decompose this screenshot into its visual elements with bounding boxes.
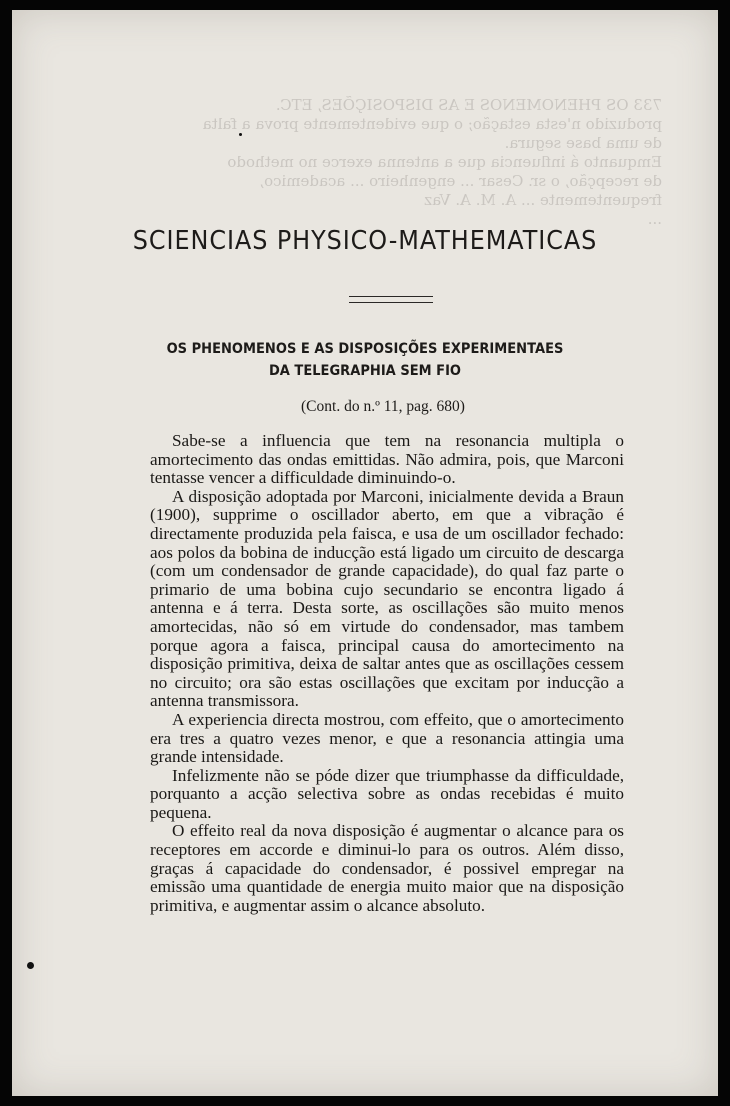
bleed-through-text: 733 OS PHENOMENOS E AS DISPOSIÇÕES, ETC. produzido n'esta estação; o que evidentemente prova a falta de uma base segura. Emquanto á influencia que a antenna exerce no methodo de recepção, o sr. Cesar ... engenheiro ... academico, frequentemente ... A. M. A. Vaz ... bbox=[202, 96, 662, 228]
article-body bbox=[150, 432, 624, 915]
paragraph: Sabe-se a influencia que tem na resonancia multipla o amortecimento das ondas emittidas. Não admira, pois, que Marconi tentasse vencer a difficuldade diminuindo-o. bbox=[150, 431, 624, 488]
paragraph: A experiencia directa mostrou, com effeito, que o amortecimento era tres a quatro vezes menor, e que a resonancia attingia uma grande intensidade. bbox=[150, 709, 624, 767]
paragraph: Infelizmente não se póde dizer que triumphasse da difficuldade, porquanto a acção selectiva sobre as ondas recebidas é muito pequena. bbox=[150, 765, 624, 822]
article-title-line-1: OS PHENOMENOS E AS DISPOSIÇÕES EXPERIMENTAES bbox=[166, 341, 564, 357]
continuation-note: (Cont. do n.º 11, pag. 680) bbox=[301, 398, 465, 415]
article-title bbox=[37, 338, 694, 382]
ink-dot-mark bbox=[27, 962, 34, 969]
paragraph: O effeito real da nova disposição é augmentar o alcance para os receptores em accorde e diminui-lo para os outros. Além disso, graças á capacidade do condensador, é possivel empregar na emissão uma quantidade de energia muito maior que na disposição primitiva, e augmentar assim o alcance absoluto. bbox=[150, 821, 624, 915]
article-title-line-2: DA TELEGRAPHIA SEM FIO bbox=[268, 363, 462, 379]
ink-dot-mark bbox=[239, 133, 242, 136]
paragraph: A disposição adoptada por Marconi, inicialmente devida a Braun (1900), supprime o oscillador aberto, em que a vibração é directamente produzida pela faisca, e usa de um oscillador fechado: aos polos da bobina de inducção está ligado um circuito de descarga (com um condensador de grande capacidade), do qual faz parte o primario de uma bobina cujo secundario se encontra ligado á antenna e á terra. Desta sorte, as oscillações são muito menos amortecidas, não só em virtude do condensador, mas tambem porque agora a faisca, principal causa do amortecimento na disposição primitiva, deixa de saltar antes que as oscillações cessem no circuito; ora são estas oscillações que excitam por inducção a antenna transmissora. bbox=[150, 486, 624, 711]
section-title: SCIENCIAS PHYSICO-MATHEMATICAS bbox=[132, 226, 598, 256]
ornamental-rule bbox=[349, 296, 433, 303]
